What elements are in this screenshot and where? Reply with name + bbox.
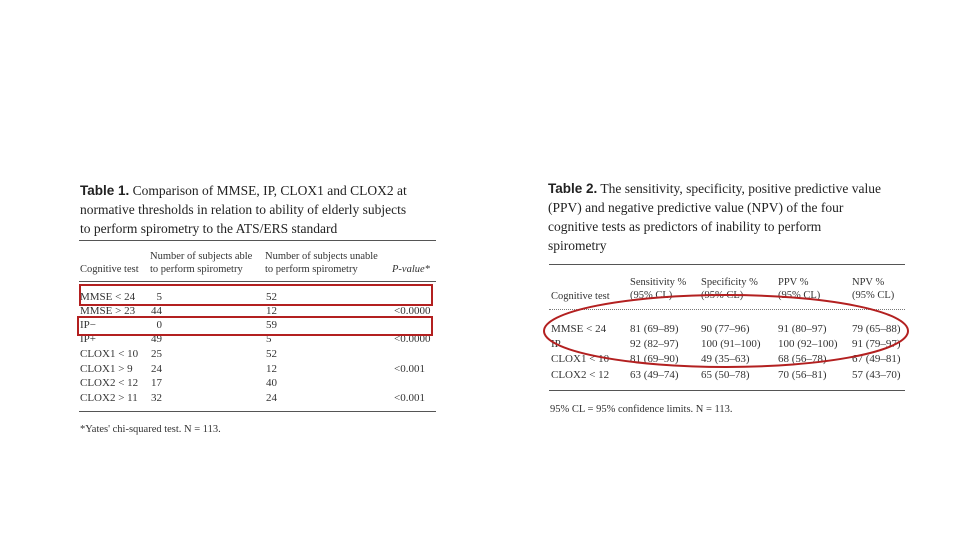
- table1-bottom-rule: [79, 411, 436, 412]
- table2-cell-npv: 79 (65–88): [852, 323, 901, 335]
- table1-cell-unable: 52: [266, 348, 277, 360]
- table2-header-spec-line2: (95% CL): [701, 290, 744, 301]
- table2-header-sens-line1: Sensitivity %: [630, 277, 687, 288]
- table2-cell-spec: 90 (77–96): [701, 323, 750, 335]
- table1-cell-p: <0.001: [394, 363, 425, 375]
- table2-cell-spec: 49 (35–63): [701, 353, 750, 365]
- table1-header-unable: [265, 250, 378, 276]
- table1-header-test: Cognitive test: [80, 264, 139, 275]
- highlight-box-ip: [77, 316, 433, 336]
- table1-top-rule: [79, 240, 436, 241]
- table1-cell-test: MMSE > 23: [80, 305, 136, 317]
- highlight-box-mmse: [79, 284, 433, 306]
- table2-caption-line-2: (PPV) and negative predictive value (NPV) of the four: [548, 200, 844, 215]
- highlight-ellipse-shape: [544, 295, 908, 367]
- table2-cell-npv: 67 (49–81): [852, 353, 901, 365]
- table2-cell-test: CLOX2 < 12: [551, 369, 610, 381]
- table1-cell-test: CLOX1 < 10: [80, 348, 139, 360]
- table2-cell-npv: 91 (79–97): [852, 338, 901, 350]
- table1-header-able: [150, 250, 252, 276]
- table1-cell-p: <0.0000: [394, 305, 431, 317]
- table1-header-able-line2: to perform spirometry: [150, 264, 243, 275]
- highlight-ellipse: [540, 290, 920, 370]
- table2-cell-test: CLOX1 < 10: [551, 353, 610, 365]
- table1-cell-test: CLOX2 > 11: [80, 392, 138, 404]
- table1-cell-unable: 40: [266, 377, 277, 389]
- table2-caption-line-4: spirometry: [548, 238, 607, 253]
- table1-header-unable-line1: Number of subjects unable: [265, 251, 378, 262]
- table2-cell-sens: 92 (82–97): [630, 338, 679, 350]
- table1-cell-unable: 12: [266, 305, 277, 317]
- table1-cell-p: <0.0000: [394, 333, 431, 345]
- table2-header-sens-line2: (95% CL): [630, 290, 673, 301]
- table2-header-npv-line1: NPV %: [852, 277, 885, 288]
- table1-cell-test: IP+: [80, 333, 96, 345]
- table1-cell-able: 44: [151, 305, 162, 317]
- table1-cell-able: 0: [156, 319, 162, 331]
- table1-cell-unable: 52: [266, 291, 277, 303]
- table1-footnote: *Yates' chi-squared test. N = 113.: [80, 424, 221, 435]
- table1-cell-unable: 12: [266, 363, 277, 375]
- table2-cell-sens: 81 (69–89): [630, 323, 679, 335]
- table1-header-unable-line2: to perform spirometry: [265, 264, 358, 275]
- table1-header-rule: [79, 281, 436, 282]
- table2-header-ppv-line1: PPV %: [778, 277, 809, 288]
- table1-caption-line-3: to perform spirometry to the ATS/ERS standard: [80, 221, 338, 236]
- table2-cell-ppv: 100 (92–100): [778, 338, 838, 350]
- table1-caption-line-2: normative thresholds in relation to ability of elderly subjects: [80, 202, 407, 217]
- table2-cell-ppv: 70 (56–81): [778, 369, 827, 381]
- table2-header-npv-line2: (95% CL): [852, 290, 895, 301]
- table2-caption-line-3: cognitive tests as predictors of inability to perform: [548, 219, 822, 234]
- table2-caption: [548, 179, 918, 255]
- table1-cell-able: 5: [156, 291, 162, 303]
- table2-caption-line-1: The sensitivity, specificity, positive predictive value: [600, 181, 881, 196]
- table1-cell-test: CLOX2 < 12: [80, 377, 139, 389]
- table2-top-rule: [549, 264, 905, 265]
- table2-cell-ppv: 91 (80–97): [778, 323, 827, 335]
- table2-cell-npv: 57 (43–70): [852, 369, 901, 381]
- table2-cell-spec: 100 (91–100): [701, 338, 761, 350]
- table2-caption-label: Table 2.: [548, 181, 598, 196]
- table2-header-spec-line1: Specificity %: [701, 277, 758, 288]
- table1-cell-unable: 59: [266, 319, 277, 331]
- table1-caption: [80, 181, 450, 238]
- table1-cell-test: MMSE < 24: [80, 291, 136, 303]
- table1-header-able-line1: Number of subjects able: [150, 251, 253, 262]
- table1-cell-able: 24: [151, 363, 162, 375]
- table1-cell-able: 32: [151, 392, 162, 404]
- table2-cell-sens: 81 (69–90): [630, 353, 679, 365]
- table2-footnote: 95% CL = 95% confidence limits. N = 113.: [550, 404, 733, 415]
- table1-cell-test: CLOX1 > 9: [80, 363, 133, 375]
- table2-bottom-rule: [549, 390, 905, 391]
- table1-cell-unable: 5: [266, 333, 272, 345]
- table1-header-pvalue: P-value*: [392, 264, 430, 275]
- table2-cell-test: IP: [551, 338, 561, 350]
- table1-cell-able: 49: [151, 333, 162, 345]
- table2-cell-spec: 65 (50–78): [701, 369, 750, 381]
- table2-cell-ppv: 68 (56–78): [778, 353, 827, 365]
- table2-header-test: Cognitive test: [551, 291, 610, 302]
- table1-cell-test: IP−: [80, 319, 96, 331]
- table1-cell-able: 17: [151, 377, 162, 389]
- table2-header-ppv-line2: (95% CL): [778, 290, 821, 301]
- table1-caption-label: Table 1.: [80, 183, 130, 198]
- table2-cell-test: MMSE < 24: [551, 323, 607, 335]
- table2-cell-sens: 63 (49–74): [630, 369, 679, 381]
- table1-cell-able: 25: [151, 348, 162, 360]
- table1-cell-unable: 24: [266, 392, 277, 404]
- table1-caption-line-1: Comparison of MMSE, IP, CLOX1 and CLOX2 at: [132, 183, 407, 198]
- table1-cell-p: <0.001: [394, 392, 425, 404]
